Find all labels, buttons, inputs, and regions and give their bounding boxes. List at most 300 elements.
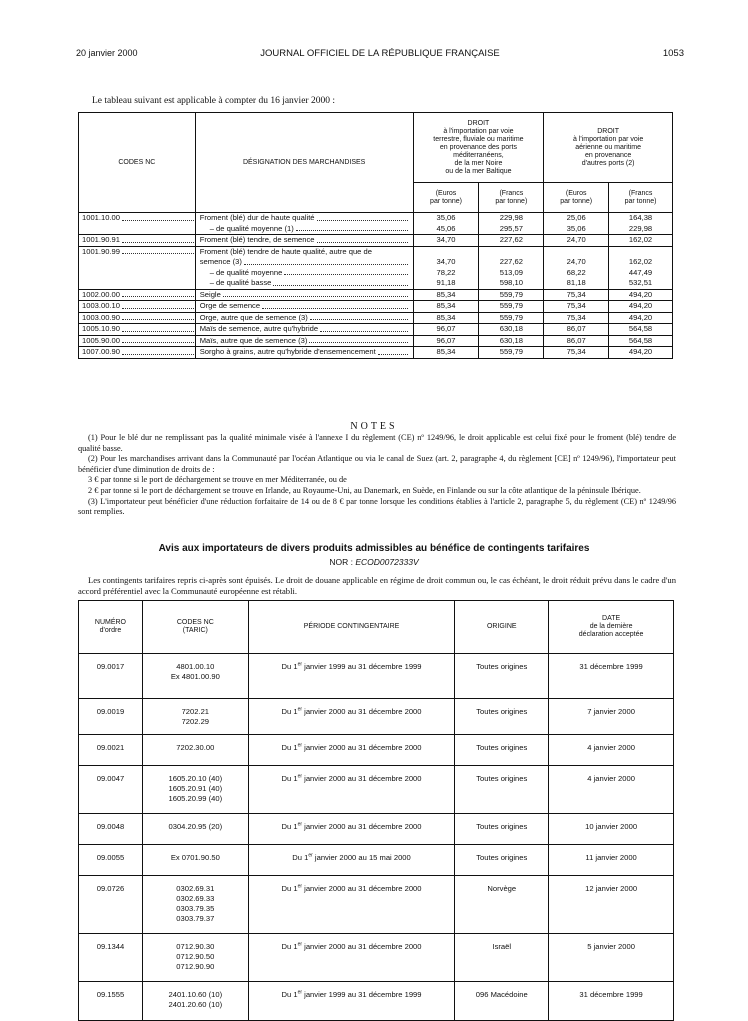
- value-line: 85,34: [436, 312, 456, 322]
- code-value: 1001.10.00: [82, 213, 121, 222]
- codes-cell: [142, 735, 248, 766]
- designation-line: [200, 336, 409, 347]
- header-droit-aerienne: [544, 113, 673, 183]
- value-line: 164,38: [628, 213, 653, 222]
- designation-cell: [195, 213, 413, 235]
- origine-cell: [455, 845, 549, 876]
- code-value: 2401.20.60 (10): [168, 1000, 223, 1009]
- value-line: [414, 247, 479, 258]
- periode-text: Du 1er janvier 2000 au 31 décembre 2000: [281, 742, 422, 752]
- leader-dots: [378, 347, 408, 355]
- date-cell: [549, 934, 674, 982]
- date-value: 11 janvier 2000: [585, 853, 637, 862]
- nor-code: ECOD0072333V: [355, 557, 419, 567]
- designation-text: Froment (blé) tendre de haute qualité, autre que de: [199, 246, 372, 256]
- value-line: 35,06: [566, 223, 586, 233]
- header-line: d'autres ports (2): [581, 159, 635, 167]
- numero-value: 09.1344: [96, 942, 125, 951]
- code-cell: [79, 312, 196, 324]
- table-row: [79, 301, 673, 313]
- header-line: d'ordre: [99, 627, 122, 634]
- numero-cell: [79, 876, 143, 934]
- value-cell: [479, 213, 544, 235]
- leader-dots: [244, 257, 408, 265]
- periode-text: Du 1er janvier 2000 au 31 décembre 2000: [281, 941, 422, 951]
- code-value: 7202.30.00: [176, 743, 215, 752]
- header-line: ou de la mer Baltique: [445, 167, 512, 175]
- value-cell: [413, 335, 479, 347]
- value-cell: [479, 235, 544, 247]
- numero-cell: [79, 766, 143, 814]
- value-line: 494,20: [628, 289, 653, 299]
- value-cell: [609, 301, 673, 313]
- value-cell: [479, 347, 544, 359]
- leader-dots: [122, 290, 194, 298]
- value-line: 447,49: [628, 267, 653, 277]
- code-value: Ex 4801.00.90: [170, 672, 220, 681]
- header-date: 20 janvier 2000: [76, 48, 138, 58]
- numero-value: 09.0019: [96, 707, 125, 716]
- value-cell: [413, 289, 479, 301]
- value-line: 494,20: [628, 301, 653, 310]
- contingents-table-body: [79, 654, 674, 1021]
- code-value: 1007.00.90: [82, 347, 121, 356]
- avis-title: Avis aux importateurs de divers produits admissibles au bénéfice de contingents tarifaires: [158, 543, 590, 554]
- numero-cell: [79, 982, 143, 1021]
- header-line: (Francs: [499, 189, 524, 197]
- leader-dots: [122, 235, 194, 243]
- notes-section: [78, 433, 676, 518]
- designation-cell: [195, 289, 413, 301]
- table-row: [79, 347, 673, 359]
- header-line: par tonne): [430, 197, 462, 205]
- header-line: par tonne): [560, 197, 593, 205]
- value-line: 295,57: [499, 223, 523, 233]
- periode-cell: [248, 699, 455, 735]
- code-value: 1005.10.90: [82, 324, 121, 333]
- value-cell: [609, 335, 673, 347]
- value-cell: [609, 213, 673, 235]
- ordinal-suffix: er: [297, 941, 303, 948]
- value-line: 91,18: [436, 278, 456, 287]
- avis-paragraph: [78, 575, 676, 597]
- leader-dots: [122, 336, 194, 344]
- origine-value: Norvège: [487, 884, 517, 893]
- origine-value: Israël: [492, 942, 512, 951]
- leader-dots: [122, 247, 194, 255]
- code-cell: [79, 246, 196, 289]
- codes-cell: [142, 699, 248, 735]
- designation-line: [200, 347, 409, 358]
- code-value: 2401.10.60 (10): [168, 990, 223, 999]
- codes-cell: [142, 654, 248, 699]
- notes-title: NOTES: [350, 421, 398, 432]
- code-value: 1605.20.99 (40): [168, 794, 223, 803]
- numero-value: 09.1555: [96, 990, 125, 999]
- date-value: 4 janvier 2000: [587, 774, 635, 783]
- leader-dots: [320, 324, 408, 332]
- ordinal-suffix: er: [297, 883, 303, 890]
- intro-text: Le tableau suivant est applicable à compter du 16 janvier 2000 :: [92, 96, 335, 106]
- value-cell: [413, 246, 479, 289]
- header-date-declaration: [549, 601, 674, 654]
- designation-line: [200, 290, 409, 301]
- code-value: 0303.79.35: [176, 904, 215, 913]
- designation-cell: [195, 324, 413, 336]
- code-value: 0712.90.30: [176, 942, 215, 951]
- value-cell: [544, 246, 609, 289]
- code-value: 0304.20.95 (20): [168, 822, 223, 831]
- periode-cell: [248, 982, 455, 1021]
- value-cell: [479, 289, 544, 301]
- code-value: 1005.90.00: [82, 335, 121, 345]
- code-value: 1001.90.99: [82, 246, 121, 256]
- ordinal-suffix: er: [297, 661, 303, 668]
- droits-table-body: [79, 213, 673, 359]
- code-value: 0302.69.31: [176, 884, 215, 893]
- value-line: 564,58: [628, 324, 653, 333]
- code-line: [82, 257, 195, 268]
- avis-paragraph-text: Les contingents tarifaires repris ci-après sont épuisés. Le droit de douane applicable en régime de droit commun ou, le cas échéant, le droit réduit prévu dans le cadre d'un accord préférentiel avec la Communauté européenne est rétabli.: [78, 575, 676, 596]
- periode-cell: [248, 876, 455, 934]
- value-line: 513,09: [499, 267, 523, 277]
- header-codes-nc: CODES NC: [79, 113, 196, 213]
- value-cell: [413, 347, 479, 359]
- designation-cell: [195, 246, 413, 289]
- code-line: [82, 347, 195, 358]
- value-line: 630,18: [499, 324, 523, 333]
- header-line: aérienne ou maritime: [575, 143, 642, 151]
- designation-text: Orge de semence: [199, 301, 261, 310]
- periode-text: Du 1er janvier 2000 au 31 décembre 2000: [281, 883, 422, 893]
- leader-dots: [122, 347, 194, 355]
- ordinal-suffix: er: [297, 742, 303, 749]
- date-value: 7 janvier 2000: [587, 707, 635, 716]
- value-line: 162,02: [628, 235, 653, 244]
- value-line: 25,06: [566, 213, 586, 222]
- origine-cell: [455, 735, 549, 766]
- leader-dots: [296, 224, 408, 232]
- periode-text: Du 1er janvier 1999 au 31 décembre 1999: [281, 661, 422, 671]
- code-value: 1003.00.90: [82, 312, 121, 322]
- table-row: [79, 213, 673, 235]
- code-line: [82, 235, 195, 246]
- code-value: 1605.20.91 (40): [168, 784, 223, 793]
- code-value: 0712.90.50: [176, 952, 215, 961]
- table-row: [79, 246, 673, 289]
- header-line: de la dernière: [589, 623, 633, 630]
- header-line: (TARIC): [182, 627, 208, 634]
- periode-cell: [248, 814, 455, 845]
- code-value: 7202.29: [181, 717, 210, 726]
- leader-dots: [122, 213, 194, 221]
- header-page-number: 1053: [662, 48, 684, 59]
- date-cell: [549, 766, 674, 814]
- header-francs: [609, 183, 673, 213]
- periode-cell: [248, 735, 455, 766]
- value-line: 494,20: [628, 347, 653, 356]
- code-line: [82, 247, 195, 258]
- value-cell: [544, 324, 609, 336]
- value-line: 85,34: [436, 347, 456, 356]
- value-cell: [413, 213, 479, 235]
- code-line: [82, 278, 195, 289]
- date-value: 31 décembre 1999: [579, 990, 643, 999]
- codes-cell: [142, 876, 248, 934]
- codes-cell: [142, 845, 248, 876]
- value-cell: [479, 312, 544, 324]
- value-line: 86,07: [566, 324, 586, 333]
- code-cell: [79, 335, 196, 347]
- origine-value: Toutes origines: [476, 774, 528, 783]
- designation-line: [200, 235, 409, 246]
- leader-dots: [223, 290, 408, 298]
- code-value: 1003.00.10: [82, 301, 121, 310]
- header-line: par tonne): [624, 197, 657, 205]
- designation-text: Orge, autre que de semence (3): [199, 312, 308, 322]
- header-line: DATE: [602, 615, 621, 622]
- numero-value: 09.0055: [96, 853, 125, 862]
- value-cell: [609, 312, 673, 324]
- value-line: 96,07: [436, 324, 456, 333]
- value-line: 75,34: [566, 347, 586, 356]
- periode-cell: [248, 766, 455, 814]
- value-line: 630,18: [499, 335, 523, 345]
- value-cell: [479, 246, 544, 289]
- table-row: [79, 735, 674, 766]
- leader-dots: [122, 313, 194, 321]
- value-cell: [413, 301, 479, 313]
- leader-dots: [262, 301, 408, 309]
- designation-cell: [195, 235, 413, 247]
- value-line: 75,34: [566, 289, 586, 299]
- value-cell: [544, 301, 609, 313]
- header-line: en provenance: [584, 151, 632, 159]
- value-line: 24,70: [566, 257, 586, 266]
- codes-cell: [142, 982, 248, 1021]
- header-line: en provenance des ports: [439, 143, 517, 151]
- table-row: [79, 982, 674, 1021]
- periode-text: Du 1er janvier 2000 au 31 décembre 2000: [281, 706, 422, 716]
- table-row: [79, 324, 673, 336]
- periode-text: Du 1er janvier 2000 au 31 décembre 2000: [281, 821, 422, 831]
- value-line: 559,79: [499, 312, 523, 322]
- header-francs: [479, 183, 544, 213]
- code-cell: [79, 301, 196, 313]
- leader-dots: [317, 235, 408, 243]
- header-line: par tonne): [495, 197, 528, 205]
- value-line: 45,06: [436, 223, 456, 233]
- origine-value: 096 Macédoine: [475, 990, 528, 999]
- numero-cell: [79, 699, 143, 735]
- table-row: [79, 289, 673, 301]
- origine-cell: [455, 766, 549, 814]
- designation-line: [200, 313, 409, 324]
- value-line: 494,20: [628, 312, 653, 322]
- origine-value: Toutes origines: [476, 743, 528, 752]
- header-line: (Euros: [565, 189, 587, 197]
- date-cell: [549, 735, 674, 766]
- value-cell: [544, 213, 609, 235]
- value-line: 598,10: [499, 278, 523, 287]
- origine-cell: [455, 876, 549, 934]
- note-paragraph: (2) Pour les marchandises arrivant dans la Communauté par l'océan Atlantique ou via le canal de Suez (art. 2, paragraphe 4, du règlement [CE] nº 1249/96), l'importateur peut bénéficier d'une diminution de droits de :: [78, 454, 676, 474]
- numero-value: 09.0726: [96, 884, 125, 893]
- designation-line: [200, 278, 409, 289]
- header-line: (Euros: [435, 189, 457, 197]
- value-line: 227,62: [499, 235, 523, 244]
- numero-value: 09.0048: [96, 822, 125, 831]
- origine-value: Toutes origines: [476, 662, 528, 671]
- origine-value: Toutes origines: [476, 822, 528, 831]
- ordinal-suffix: er: [297, 821, 303, 828]
- header-line: à l'importation par voie: [443, 127, 514, 135]
- designation-text: semence (3): [199, 257, 242, 266]
- value-line: 559,79: [499, 347, 523, 356]
- header-codes-taric: [142, 601, 248, 654]
- date-value: 10 janvier 2000: [585, 822, 638, 831]
- header-periode: PÉRIODE CONTINGENTAIRE: [248, 601, 455, 654]
- value-line: 81,18: [566, 278, 586, 287]
- table-row: [79, 876, 674, 934]
- value-line: 68,22: [566, 267, 586, 277]
- table-row: [79, 814, 674, 845]
- table-row: [79, 934, 674, 982]
- header-line: DROIT: [597, 127, 620, 135]
- header-line: DROIT: [467, 119, 490, 127]
- table-row: [79, 699, 674, 735]
- code-value: 4801.00.10: [176, 662, 215, 671]
- value-line: 78,22: [436, 267, 456, 277]
- code-line: [82, 336, 195, 347]
- origine-cell: [455, 982, 549, 1021]
- ordinal-suffix: er: [297, 989, 303, 996]
- header-euros: [413, 183, 479, 213]
- designation-cell: [195, 312, 413, 324]
- leader-dots: [310, 313, 408, 321]
- date-value: 12 janvier 2000: [585, 884, 638, 893]
- codes-cell: [142, 934, 248, 982]
- nor-reference: [0, 557, 748, 567]
- value-line: 34,70: [436, 257, 456, 266]
- note-paragraph: (1) Pour le blé dur ne remplissant pas la qualité minimale visée à l'annexe I du règlement (CE) nº 1249/96, le droit applicable est celui fixé pour le froment (blé) tendre de qualité basse.: [78, 433, 676, 453]
- header-origine: ORIGINE: [455, 601, 549, 654]
- note-paragraph: (3) L'importateur peut bénéficier d'une réduction forfaitaire de 14 ou de 8 € par tonne lorsque les conditions établies à l'article 2, paragraphe 5, du règlement (CE) nº 1249/96 sont remplies.: [78, 496, 676, 517]
- value-line: 162,02: [628, 257, 653, 266]
- value-cell: [544, 347, 609, 359]
- code-value: Ex 0701.90.50: [170, 853, 220, 862]
- header-line: à l'importation par voie: [573, 135, 644, 143]
- numero-cell: [79, 814, 143, 845]
- value-cell: [609, 246, 673, 289]
- contingents-table: [78, 600, 674, 1021]
- value-line: 227,62: [499, 257, 523, 266]
- header-line: de la mer Noire: [454, 159, 503, 167]
- date-value: 5 janvier 2000: [587, 942, 635, 951]
- codes-cell: [142, 766, 248, 814]
- value-cell: [413, 324, 479, 336]
- value-cell: [413, 312, 479, 324]
- origine-cell: [455, 934, 549, 982]
- value-line: 564,58: [628, 335, 653, 345]
- value-cell: [544, 312, 609, 324]
- value-cell: [479, 335, 544, 347]
- designation-text: – de qualité moyenne (1): [209, 223, 294, 233]
- value-line: [609, 247, 672, 258]
- value-cell: [544, 235, 609, 247]
- designation-text: – de qualité moyenne: [209, 267, 283, 277]
- date-cell: [549, 845, 674, 876]
- header-line: CODES NC: [176, 619, 214, 626]
- value-line: 35,06: [436, 213, 456, 222]
- periode-text: Du 1er janvier 2000 au 31 décembre 2000: [281, 773, 422, 783]
- header-droit-terrestre: [413, 113, 544, 183]
- numero-cell: [79, 934, 143, 982]
- date-cell: [549, 982, 674, 1021]
- table-row: [79, 312, 673, 324]
- designation-line: [200, 213, 409, 224]
- value-line: [479, 247, 543, 258]
- date-cell: [549, 876, 674, 934]
- value-line: 75,34: [566, 301, 586, 310]
- numero-cell: [79, 735, 143, 766]
- header-line: déclaration acceptée: [578, 631, 644, 638]
- ordinal-suffix: er: [308, 852, 313, 859]
- codes-cell: [142, 814, 248, 845]
- designation-text: Froment (blé) tendre, de semence: [199, 235, 315, 244]
- leader-dots: [309, 336, 407, 344]
- header-euros: [544, 183, 609, 213]
- leader-dots: [122, 301, 194, 309]
- origine-cell: [455, 699, 549, 735]
- header-numero: [79, 601, 143, 654]
- header-line: NUMÉRO: [94, 619, 127, 626]
- table-row: [79, 654, 674, 699]
- periode-text: Du 1er janvier 1999 au 31 décembre 1999: [281, 989, 422, 999]
- origine-value: Toutes origines: [476, 707, 528, 716]
- header-line: terrestre, fluviale ou maritime: [433, 135, 524, 143]
- designation-line: [200, 268, 409, 279]
- code-value: 1002.00.00: [82, 289, 121, 299]
- header-line: méditerranéens,: [453, 151, 504, 159]
- designation-text: Froment (blé) dur de haute qualité: [199, 213, 315, 222]
- value-line: 75,34: [566, 312, 586, 322]
- designation-line: [200, 324, 409, 335]
- designation-text: – de qualité basse: [209, 278, 272, 287]
- date-cell: [549, 699, 674, 735]
- value-cell: [544, 335, 609, 347]
- header-designation: DÉSIGNATION DES MARCHANDISES: [195, 113, 413, 213]
- date-cell: [549, 814, 674, 845]
- droits-table: [78, 112, 673, 359]
- origine-cell: [455, 654, 549, 699]
- designation-cell: [195, 347, 413, 359]
- designation-line: [200, 301, 409, 312]
- table-row: [79, 845, 674, 876]
- designation-text: Seigle: [199, 289, 221, 299]
- value-cell: [479, 324, 544, 336]
- code-value: 1001.90.91: [82, 235, 121, 244]
- numero-value: 09.0047: [96, 774, 125, 783]
- designation-line: [200, 257, 409, 268]
- value-line: 24,70: [566, 235, 586, 244]
- header-title: JOURNAL OFFICIEL DE LA RÉPUBLIQUE FRANÇAISE: [260, 48, 500, 59]
- header-line: (Francs: [628, 189, 653, 197]
- leader-dots: [273, 278, 407, 286]
- code-value: 7202.21: [181, 707, 210, 716]
- code-line: [82, 213, 195, 224]
- numero-value: 09.0017: [96, 662, 125, 671]
